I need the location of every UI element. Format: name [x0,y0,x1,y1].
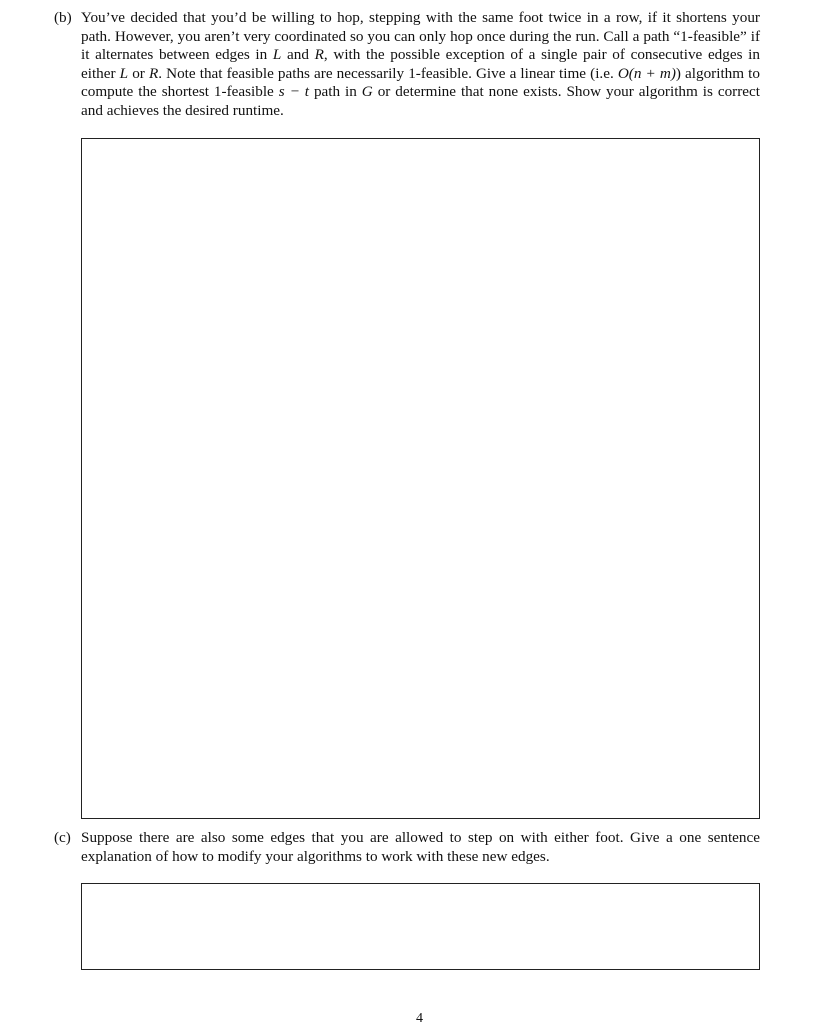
math-L: L [272,46,282,64]
answer-box-part-b[interactable] [81,138,760,819]
math-R: R [148,64,159,82]
answer-box-part-c[interactable] [81,883,760,970]
problem-part-c [54,829,760,866]
problem-part-b [54,9,760,121]
part-b-label: (b) [54,9,72,26]
math-L: L [119,64,129,82]
math-G: G [361,83,373,101]
math-big-o: O(n + m) [617,64,676,82]
part-c-prompt: Suppose there are also some edges that you are allowed to step on with either foot. Give a one sentence explanation of how to modify your algorithms to work with these new edges. [81,829,760,865]
math-R: R [314,46,324,64]
math-s-t: s − t [278,83,309,101]
page-number: 4 [416,1011,423,1026]
part-c-label: (c) [54,829,71,846]
part-b-prompt: You’ve decided that you’d be willing to hop, stepping with the same foot twice in a row, if it shortens your path. However, you aren’t very coordinated so you can only hop once during the run. Call a path “1-feasible” if it alternates between edges in L and R, with the possible exception of a single pair of consecutive edges in either L or R. Note that feasible paths are necessarily 1-feasible. Give a linear time (i.e. O(n + m)) algorithm to compute the shortest 1-feasible s − t path in G or determine that none exists. Show your algorithm is correct and achieves the desired runtime. [81,9,760,119]
